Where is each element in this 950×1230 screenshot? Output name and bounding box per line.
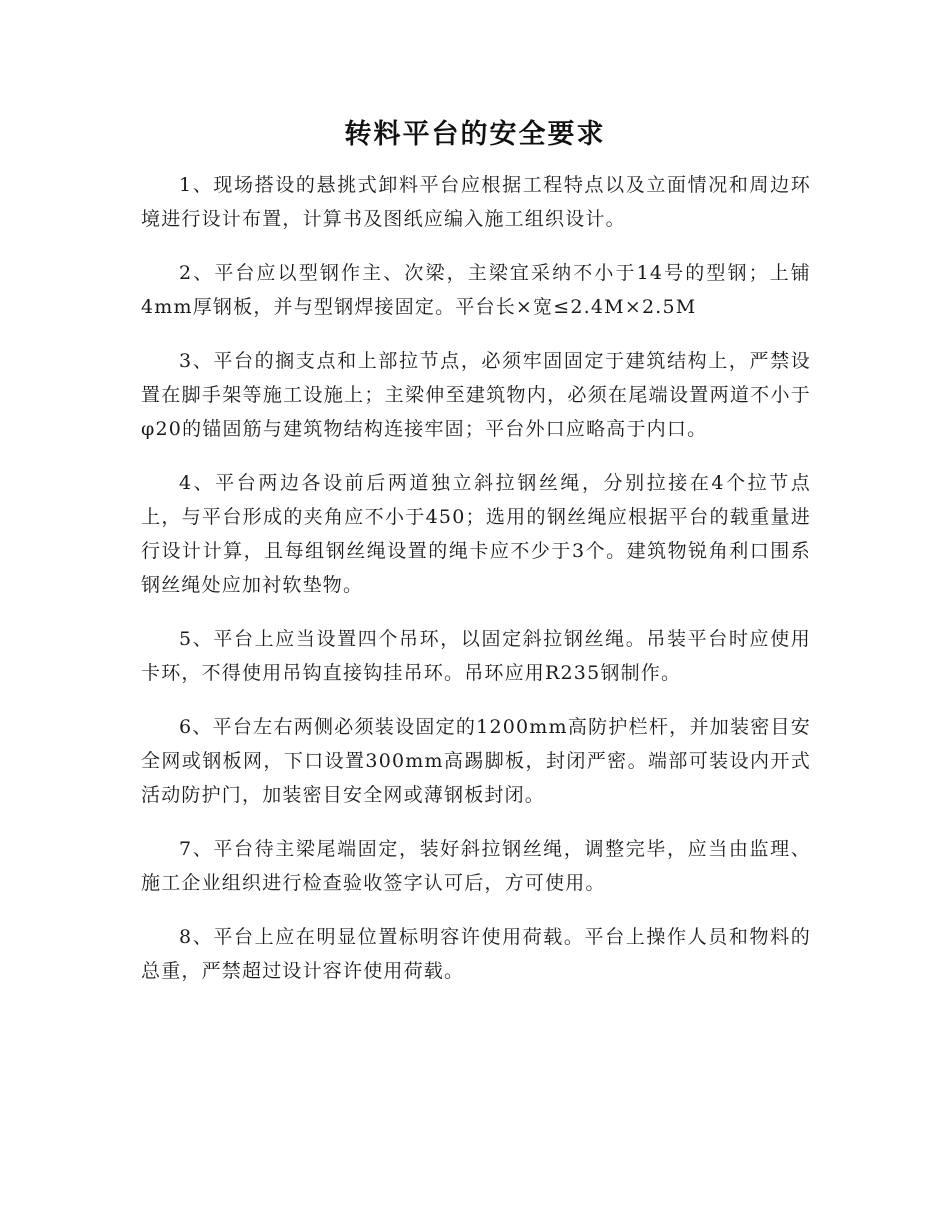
document-title: 转料平台的安全要求 [344,119,606,150]
paragraph-6: 6、平台左右两侧必须装设固定的1200mm高防护栏杆，并加装密目安全网或钢板网，下口设置300mm高踢脚板，封闭严密。端部可装设内开式活动防护门，加装密目安全网或薄钢板封闭。 [141,716,811,806]
paragraph-2: 2、平台应以型钢作主、次梁，主梁宜采纳不小于14号的型钢；上铺4mm厚钢板，并与型钢焊接固定。平台长×宽≤2.4M×2.5M [141,262,811,318]
paragraph-8: 8、平台上应在明显位置标明容许使用荷载。平台上操作人员和物料的总重，严禁超过设计容许使用荷载。 [141,926,811,982]
paragraph-7: 7、平台待主梁尾端固定，装好斜拉钢丝绳，调整完毕，应当由监理、施工企业组织进行检查验收签字认可后，方可使用。 [141,838,811,894]
paragraph-1: 1、现场搭设的悬挑式卸料平台应根据工程特点以及立面情况和周边环境进行设计布置，计算书及图纸应编入施工组织设计。 [141,174,811,230]
document-body [141,168,811,1008]
paragraph-4: 4、平台两边各设前后两道独立斜拉钢丝绳，分别拉接在4个拉节点上，与平台形成的夹角应不小于450；选用的钢丝绳应根据平台的载重量进行设计计算，且每组钢丝绳设置的绳卡应不少于3个。建筑物锐角利口围系钢丝绳处应加衬软垫物。 [141,472,811,596]
paragraph-5: 5、平台上应当设置四个吊环，以固定斜拉钢丝绳。吊装平台时应使用卡环，不得使用吊钩直接钩挂吊环。吊环应用R235钢制作。 [141,628,811,684]
paragraph-3: 3、平台的搁支点和上部拉节点，必须牢固固定于建筑结构上，严禁设置在脚手架等施工设施上；主梁伸至建筑物内，必须在尾端设置两道不小于φ20的锚固筋与建筑物结构连接牢固；平台外口应略高于内口。 [141,350,811,440]
